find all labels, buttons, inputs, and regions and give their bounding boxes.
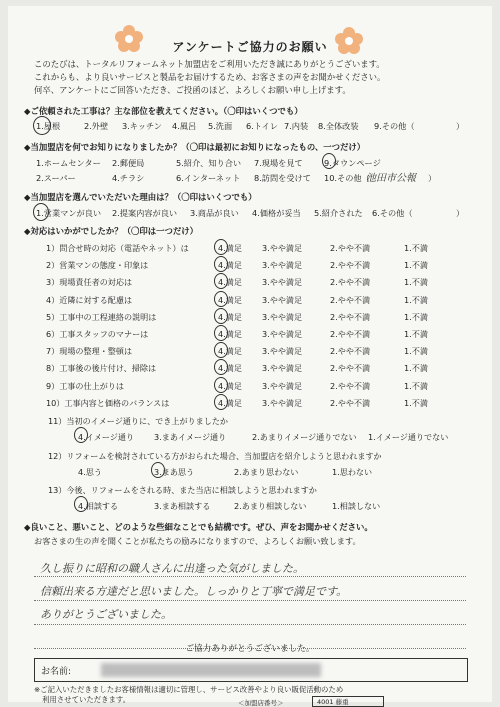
- intro-line-3: 何卒、アンケートにご回答いただき、ご投函のほど、よろしくお願い申し上げます。: [34, 85, 351, 95]
- satisfaction-option-2-1[interactable]: 1.不満: [404, 260, 428, 271]
- q3-option-6-close: ）: [456, 208, 465, 218]
- comments-question-2: お客さまの生の声を聞くことが私たちの励みになりますので、よろしくお願い致します。: [34, 536, 361, 546]
- satisfaction-option-9-2[interactable]: 2.やや不満: [330, 380, 371, 391]
- q1-option-4[interactable]: 4.風呂: [172, 121, 197, 131]
- q11-option-2[interactable]: 2.あまりイメージ通りでない: [252, 432, 357, 442]
- q12-option-1[interactable]: 1.思わない: [332, 467, 373, 477]
- satisfaction-option-5-4[interactable]: 4.満足: [218, 311, 242, 322]
- q1-question: ◆ご依頼された工事は？主な部位を教えてください。（〇印はいくつでも）: [24, 106, 303, 116]
- satisfaction-option-3-1[interactable]: 1.不満: [404, 277, 428, 288]
- q2-other-close: ）: [428, 173, 437, 183]
- satisfaction-option-4-2[interactable]: 2.やや不満: [330, 294, 371, 305]
- q2-option-7[interactable]: 7.現場を見て: [254, 158, 303, 168]
- circle-mark-item-10: [214, 394, 228, 410]
- satisfaction-option-1-1[interactable]: 1.不満: [404, 243, 428, 253]
- q2-other-handwritten: 池田市公報: [366, 173, 416, 184]
- q3-option-6[interactable]: 6.その他（: [372, 208, 413, 218]
- q2-option-5[interactable]: 5.紹介、知り合い: [176, 158, 242, 168]
- name-label: お名前:: [41, 667, 72, 677]
- circle-mark-item-9: [214, 377, 228, 393]
- q3-option-3[interactable]: 3.商品が良い: [190, 208, 239, 218]
- satisfaction-option-2-4[interactable]: 4.満足: [218, 260, 242, 271]
- satisfaction-option-4-4[interactable]: 4.満足: [218, 294, 242, 305]
- q2-option-6[interactable]: 6.インターネット: [176, 173, 241, 183]
- q3-option-2[interactable]: 2.提案内容が良い: [112, 208, 178, 218]
- satisfaction-option-10-4[interactable]: 4.満足: [218, 397, 242, 408]
- satisfaction-option-7-3[interactable]: 3.やや満足: [262, 346, 303, 357]
- circle-mark-q12: [151, 462, 165, 478]
- satisfaction-item-1: 1）問合せ時の対応（電話やネット）は: [46, 243, 189, 253]
- satisfaction-option-4-1[interactable]: 1.不満: [404, 294, 428, 305]
- comment-line-3: ありがとうございました。: [40, 608, 172, 621]
- q13-label: 13）今後、リフォームをされる時、また当店に相談しようと思われますか: [48, 485, 317, 495]
- store-number-box: [312, 696, 384, 707]
- satisfaction-item-9: 9）工事の仕上がりは: [46, 380, 124, 391]
- satisfaction-option-10-2[interactable]: 2.やや不満: [330, 397, 371, 408]
- intro-line-2: これからも、より良いサービスと製品をお届けするため、お客さまの声をお聞かせください。: [34, 72, 386, 82]
- q1-option-3[interactable]: 3.キッチン: [122, 121, 162, 131]
- q11-label: 11）当初のイメージ通りに、でき上がりましたか: [48, 416, 229, 426]
- circle-mark-q13: [74, 496, 88, 512]
- q13-option-3[interactable]: 3.まあ相談する: [154, 501, 211, 511]
- satisfaction-option-8-2[interactable]: 2.やや不満: [330, 363, 371, 374]
- satisfaction-item-4: 4）近隣に対する配慮は: [46, 294, 133, 305]
- q12-label: 12）リフォームを検討されている方がおられた場合、当加盟店を紹介しようと思われますか: [48, 451, 382, 461]
- satisfaction-item-8: 8）工事後の後片付け、掃除は: [46, 363, 157, 374]
- circle-mark-item-5: [214, 308, 228, 324]
- satisfaction-option-6-3[interactable]: 3.やや満足: [262, 329, 303, 339]
- q3-question: ◆当加盟店を選んでいただいた理由は？（〇印はいくつでも）: [24, 192, 257, 202]
- satisfaction-option-6-4[interactable]: 4.満足: [218, 329, 242, 339]
- satisfaction-item-2: 2）営業マンの態度・印象は: [46, 260, 149, 271]
- q11-option-3[interactable]: 3.まあイメージ通り: [154, 432, 227, 442]
- satisfaction-option-8-4[interactable]: 4.満足: [218, 363, 242, 374]
- q1-option-7[interactable]: 7.内装: [284, 121, 309, 131]
- q2-option-8[interactable]: 8.訪問を受けて: [254, 173, 311, 183]
- q2-option-3[interactable]: 2.スーパー: [36, 173, 76, 183]
- intro-line-1: このたびは、トータルリフォームネット加盟店をご利用いただき誠にありがとうございます。: [34, 59, 385, 69]
- q11-option-1[interactable]: 1.イメージ通りでない: [368, 432, 449, 442]
- circle-mark-item-1: [214, 239, 228, 255]
- satisfaction-option-9-3[interactable]: 3.やや満足: [262, 380, 303, 391]
- name-box[interactable]: [34, 658, 468, 682]
- store-number-label: ＜加盟店番号＞: [238, 699, 284, 707]
- satisfaction-option-5-3[interactable]: 3.やや満足: [262, 311, 303, 322]
- satisfaction-option-10-3[interactable]: 3.やや満足: [262, 397, 303, 408]
- circle-mark-q1: [33, 116, 51, 135]
- q12-option-3[interactable]: 3.まあ思う: [154, 467, 195, 477]
- satisfaction-option-6-1[interactable]: 1.不満: [404, 329, 428, 339]
- satisfaction-option-1-4[interactable]: 4.満足: [218, 243, 242, 253]
- satisfaction-option-9-1[interactable]: 1.不満: [404, 380, 428, 391]
- comment-line-1: 久し振りに昭和の職人さんに出逢った気がしました。: [40, 562, 304, 575]
- name-redacted: [101, 663, 321, 677]
- satisfaction-option-9-4[interactable]: 4.満足: [218, 380, 242, 391]
- q2-option-10[interactable]: 10.その他（: [324, 173, 370, 183]
- circle-mark-item-6: [214, 325, 228, 341]
- satisfaction-option-10-1[interactable]: 1.不満: [404, 397, 428, 408]
- satisfaction-option-5-2[interactable]: 2.やや不満: [330, 311, 371, 322]
- satisfaction-item-10: 10）工事内容と価格のバランスは: [46, 397, 170, 408]
- satisfaction-item-5: 5）工事中の工程連絡の説明は: [46, 311, 157, 322]
- satisfaction-option-8-3[interactable]: 3.やや満足: [262, 363, 303, 374]
- q3-option-4[interactable]: 4.価格が妥当: [252, 208, 301, 218]
- q3-option-1[interactable]: 1.営業マンが良い: [36, 208, 102, 218]
- satisfaction-option-2-3[interactable]: 3.やや満足: [262, 260, 303, 271]
- q2-option-4[interactable]: 4.チラシ: [112, 173, 145, 183]
- q1-option-9[interactable]: 9.その他（: [374, 121, 415, 131]
- comments-question: ◆良いこと、悪いこと、どのような些細なことでも結構です。ぜひ、声をお聞かせください。: [24, 522, 373, 532]
- q1-option-5[interactable]: 5.洗面: [208, 121, 233, 131]
- q1-option-9-close: ）: [456, 121, 465, 131]
- q1-option-8[interactable]: 8.全体改装: [318, 121, 359, 131]
- circle-mark-q3: [33, 203, 49, 221]
- satisfaction-option-5-1[interactable]: 1.不満: [404, 311, 428, 322]
- circle-mark-q2: [322, 153, 336, 169]
- footer-note-1: ※ご記入いただきましたお客様情報は適切に管理し、サービス改善やより良い販促活動のため: [34, 685, 344, 694]
- survey-sheet: [8, 6, 492, 702]
- satisfaction-option-8-1[interactable]: 1.不満: [404, 363, 428, 374]
- q13-option-4[interactable]: 4.相談する: [78, 501, 119, 511]
- satisfaction-option-6-2[interactable]: 2.やや不満: [330, 329, 371, 339]
- q1-option-1[interactable]: 1.屋根: [36, 121, 61, 131]
- q13-option-1[interactable]: 1.相談しない: [332, 501, 381, 511]
- satisfaction-option-7-1[interactable]: 1.不満: [404, 346, 428, 357]
- satisfaction-option-3-2[interactable]: 2.やや不満: [330, 277, 371, 288]
- satisfaction-option-3-4[interactable]: 4.満足: [218, 277, 242, 288]
- q13-option-2[interactable]: 2.あまり相談しない: [234, 501, 307, 511]
- q1-option-2[interactable]: 2.外壁: [84, 121, 109, 131]
- comment-line-2: 信頼出来る方達だと思いました。しっかりと丁寧で満足です。: [40, 585, 348, 598]
- satisfaction-option-3-3[interactable]: 3.やや満足: [262, 277, 303, 288]
- satisfaction-option-2-2[interactable]: 2.やや不満: [330, 260, 371, 271]
- q12-option-4[interactable]: 4.思う: [78, 467, 102, 477]
- circle-mark-q11: [74, 427, 88, 443]
- satisfaction-item-6: 6）工事スタッフのマナーは: [46, 329, 149, 339]
- footer-note-2: 利用させていただきます。: [42, 695, 131, 704]
- q2-question: ◆当加盟店を何でお知りになりましたか？（〇印は最初にお知りになったもの、一つだけ）: [24, 142, 366, 152]
- satisfaction-option-7-2[interactable]: 2.やや不満: [330, 346, 371, 357]
- satisfaction-option-4-3[interactable]: 3.やや満足: [262, 294, 303, 305]
- q2-option-9[interactable]: 9.タウンページ: [324, 158, 381, 168]
- satisfaction-option-1-2[interactable]: 2.やや不満: [330, 243, 371, 253]
- satisfaction-item-3: 3）現場責任者の対応は: [46, 277, 133, 288]
- store-number-value: 4001 藤重: [317, 698, 349, 706]
- satisfaction-option-1-3[interactable]: 3.やや満足: [262, 243, 303, 253]
- q2-option-2[interactable]: 2.郵便局: [112, 158, 145, 168]
- q3-option-5[interactable]: 5.紹介された: [314, 208, 363, 218]
- q1-option-6[interactable]: 6.トイレ: [246, 121, 278, 131]
- q12-option-2[interactable]: 2.あまり思わない: [234, 467, 299, 477]
- satisfaction-option-7-4[interactable]: 4.満足: [218, 346, 242, 357]
- thanks-text: ご協力ありがとうございました。: [185, 644, 315, 654]
- q4-question: ◆対応はいかがでしたか？（〇印は一つだけ）: [24, 226, 198, 236]
- circle-mark-item-4: [214, 291, 228, 307]
- page-title: アンケートご協力のお願い: [172, 40, 328, 54]
- q2-option-1[interactable]: 1.ホームセンター: [36, 158, 101, 168]
- satisfaction-item-7: 7）現場の整理・整頓は: [46, 346, 133, 357]
- q11-option-4[interactable]: 4.イメージ通り: [78, 432, 135, 442]
